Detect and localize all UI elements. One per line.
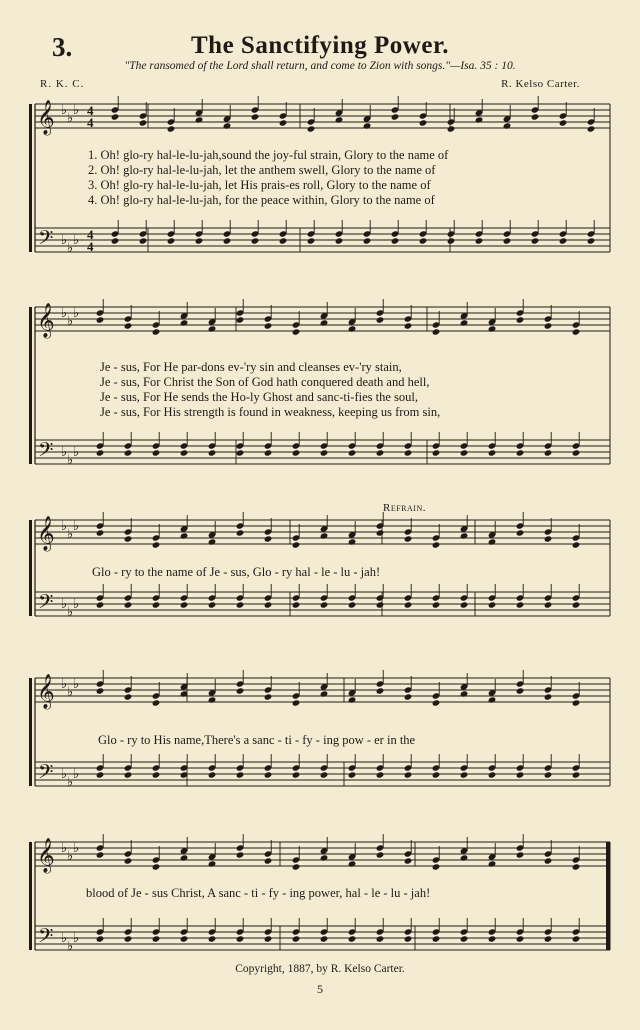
note-head [559,237,568,244]
flat-icon: ♭ [73,596,80,611]
note-head [460,319,469,326]
flat-icon: ♭ [67,604,74,619]
flat-icon: ♭ [61,518,68,533]
note-head [264,771,273,778]
flat-icon: ♭ [73,676,80,691]
note-head [320,690,329,697]
system-brace [29,307,32,464]
treble-clef-icon: 𝄞 [37,674,55,709]
flat-icon: ♭ [61,676,68,691]
flat-icon: ♭ [73,766,80,781]
note-head [488,538,497,545]
refrain-label: Refrain. [383,502,426,514]
note-head [503,237,512,244]
note-head [96,935,105,942]
verse-1-line-2: Je - sus, For He par-dons ev-'ry sin and cleanses ev-'ry stain, [100,360,402,374]
note-head [124,449,133,456]
note-head [376,601,385,608]
note-head [139,119,148,126]
note-head [391,237,400,244]
note-head [208,325,217,332]
note-head [404,601,413,608]
treble-clef-icon: 𝄞 [37,516,55,551]
flat-icon: ♭ [67,774,74,789]
note-head [292,601,301,608]
note-head [208,696,217,703]
note-head [264,857,273,864]
note-head [475,237,484,244]
note-head [124,535,133,542]
note-head [544,771,553,778]
flat-icon: ♭ [73,444,80,459]
note-head [124,322,133,329]
flat-icon: ♭ [67,313,74,328]
note-head [348,696,357,703]
note-head [488,771,497,778]
note-head [152,601,161,608]
note-head [223,237,232,244]
note-head [432,541,441,548]
note-head [432,601,441,608]
note-head [152,699,161,706]
flat-icon: ♭ [61,930,68,945]
note-head [544,857,553,864]
note-head [363,237,372,244]
note-head [531,237,540,244]
note-head [96,601,105,608]
verse-2-line-1: 2. Oh! glo-ry hal-le-lu-jah, let the anthem swell, Glory to the name of [88,163,436,177]
note-head [516,851,525,858]
words-author: R. K. C. [40,78,85,90]
note-head [432,449,441,456]
note-head [180,935,189,942]
bass-clef-icon: 𝄢 [38,924,54,952]
note-head [208,449,217,456]
note-head [348,771,357,778]
note-head [320,449,329,456]
system-brace [29,678,32,786]
note-head [544,449,553,456]
note-head [292,771,301,778]
music-author: R. Kelso Carter. [501,78,580,90]
note-head [124,771,133,778]
system-brace [29,104,32,252]
note-head [544,935,553,942]
note-head [503,122,512,129]
note-head [292,449,301,456]
note-head [531,113,540,120]
note-head [195,237,204,244]
note-head [488,696,497,703]
note-head [236,851,245,858]
note-head [152,863,161,870]
note-head [320,532,329,539]
note-head [96,851,105,858]
note-head [419,119,428,126]
final-barline [606,842,610,950]
flat-icon: ♭ [67,240,74,255]
note-head [335,116,344,123]
hymn-number: 3. [52,32,73,62]
note-head [264,935,273,942]
hymn-title: The Sanctifying Power. [191,32,449,59]
chorus-line-2: Glo - ry to His name,There's a sanc - ti - fy - ing pow - er in the [98,733,416,747]
system-brace [29,842,32,950]
verse-4-line-1: 4. Oh! glo-ry hal-le-lu-jah, for the peace within, Glory to the name of [88,193,435,207]
note-head [320,935,329,942]
flat-icon: ♭ [61,305,68,320]
note-head [208,771,217,778]
note-head [223,122,232,129]
note-head [460,601,469,608]
flat-icon: ♭ [61,102,68,117]
flat-icon: ♭ [67,526,74,541]
verse-1-line-1: 1. Oh! glo-ry hal-le-lu-jah,sound the joy-ful strain, Glory to the name of [88,148,449,162]
note-head [516,529,525,536]
note-head [152,449,161,456]
flat-icon: ♭ [61,840,68,855]
note-head [376,935,385,942]
note-head [460,935,469,942]
note-head [376,851,385,858]
note-head [96,449,105,456]
note-head [292,328,301,335]
note-head [124,935,133,942]
flat-icon: ♭ [73,305,80,320]
note-head [404,935,413,942]
note-head [167,125,176,132]
note-head [167,237,176,244]
note-head [96,316,105,323]
note-head [152,935,161,942]
flat-icon: ♭ [73,518,80,533]
note-head [208,601,217,608]
note-head [320,319,329,326]
note-head [488,601,497,608]
scripture-quote: "The ransomed of the Lord shall return, and come to Zion with songs."—Isa. 35 : 10. [124,60,516,72]
note-head [251,113,260,120]
note-head [264,601,273,608]
note-head [152,771,161,778]
note-head [432,863,441,870]
note-head [572,771,581,778]
note-head [572,449,581,456]
note-head [404,449,413,456]
note-head [488,449,497,456]
note-head [152,541,161,548]
note-head [376,687,385,694]
note-head [348,935,357,942]
note-head [404,771,413,778]
time-signature: 4 [87,239,94,254]
note-head [264,449,273,456]
note-head [180,532,189,539]
note-head [236,529,245,536]
note-head [348,449,357,456]
note-head [376,529,385,536]
bass-clef-icon: 𝄢 [38,760,54,788]
time-signature: 4 [87,115,94,130]
note-head [279,119,288,126]
note-head [292,935,301,942]
note-head [460,854,469,861]
note-head [208,935,217,942]
flat-icon: ♭ [61,766,68,781]
note-head [264,693,273,700]
note-head [279,237,288,244]
note-head [488,860,497,867]
note-head [572,601,581,608]
flat-icon: ♭ [73,930,80,945]
note-head [587,125,596,132]
flat-icon: ♭ [61,232,68,247]
time-signature: 4 [87,227,94,242]
note-head [544,601,553,608]
note-head [460,449,469,456]
note-head [572,328,581,335]
note-head [348,860,357,867]
flat-icon: ♭ [61,444,68,459]
note-head [363,122,372,129]
note-head [447,237,456,244]
note-head [348,325,357,332]
note-head [264,535,273,542]
note-head [404,322,413,329]
note-head [236,601,245,608]
note-head [348,601,357,608]
note-head [139,237,148,244]
note-head [516,687,525,694]
note-head [236,935,245,942]
note-head [544,322,553,329]
note-head [572,863,581,870]
flat-icon: ♭ [67,938,74,953]
note-head [516,316,525,323]
note-head [96,771,105,778]
note-head [460,532,469,539]
flat-icon: ♭ [67,452,74,467]
note-head [124,693,133,700]
note-head [376,316,385,323]
note-head [236,771,245,778]
note-head [124,601,133,608]
note-head [432,771,441,778]
flat-icon: ♭ [67,110,74,125]
flat-icon: ♭ [73,102,80,117]
note-head [208,538,217,545]
treble-clef-icon: 𝄞 [37,100,55,135]
note-head [475,116,484,123]
note-head [320,771,329,778]
note-head [180,601,189,608]
note-head [488,325,497,332]
note-head [460,690,469,697]
note-head [432,328,441,335]
verse-2-line-2: Je - sus, For Christ the Son of God hath conquered death and hell, [100,375,430,389]
note-head [404,535,413,542]
note-head [544,693,553,700]
note-head [320,854,329,861]
verse-4-line-2: Je - sus, For His strength is found in weakness, keeping us from sin, [100,405,441,419]
note-head [96,529,105,536]
flat-icon: ♭ [73,232,80,247]
system-brace [29,520,32,616]
note-head [264,322,273,329]
treble-clef-icon: 𝄞 [37,838,55,873]
note-head [516,771,525,778]
note-head [419,237,428,244]
note-head [572,541,581,548]
bass-clef-icon: 𝄢 [38,438,54,466]
note-head [292,863,301,870]
note-head [587,237,596,244]
note-head [572,699,581,706]
copyright-notice: Copyright, 1887, by R. Kelso Carter. [235,963,405,975]
bass-clef-icon: 𝄢 [38,590,54,618]
note-head [180,449,189,456]
chorus-line-1: Glo - ry to the name of Je - sus, Glo - ry hal - le - lu - jah! [92,565,381,579]
note-head [348,538,357,545]
note-head [96,687,105,694]
note-head [307,237,316,244]
note-head [236,449,245,456]
flat-icon: ♭ [61,596,68,611]
note-head [544,535,553,542]
note-head [236,316,245,323]
note-head [460,771,469,778]
note-head [124,857,133,864]
note-head [376,771,385,778]
note-head [404,857,413,864]
page-number: 5 [317,982,323,996]
note-head [432,935,441,942]
flat-icon: ♭ [67,684,74,699]
note-head [404,693,413,700]
verse-3-line-1: 3. Oh! glo-ry hal-le-lu-jah, let His prais-es roll, Glory to the name of [88,178,431,192]
note-head [236,687,245,694]
verse-3-line-2: Je - sus, For He sends the Ho-ly Ghost and sanc-ti-fies the soul, [100,390,419,404]
note-head [516,601,525,608]
note-head [488,935,497,942]
note-head [152,328,161,335]
note-head [111,237,120,244]
chorus-line-3: blood of Je - sus Christ, A sanc - ti - fy - ing power, hal - le - lu - jah! [86,886,431,900]
note-head [208,860,217,867]
note-head [292,541,301,548]
note-head [307,125,316,132]
note-head [251,237,260,244]
bass-clef-icon: 𝄢 [38,226,54,254]
note-head [180,319,189,326]
note-head [572,935,581,942]
note-head [180,854,189,861]
note-head [111,113,120,120]
flat-icon: ♭ [73,840,80,855]
note-head [320,601,329,608]
note-head [195,116,204,123]
note-head [376,449,385,456]
note-head [391,113,400,120]
note-head [335,237,344,244]
note-head [516,935,525,942]
note-head [516,449,525,456]
note-head [559,119,568,126]
time-signature: 4 [87,103,94,118]
note-head [447,125,456,132]
note-head [432,699,441,706]
treble-clef-icon: 𝄞 [37,303,55,338]
note-head [292,699,301,706]
flat-icon: ♭ [67,848,74,863]
